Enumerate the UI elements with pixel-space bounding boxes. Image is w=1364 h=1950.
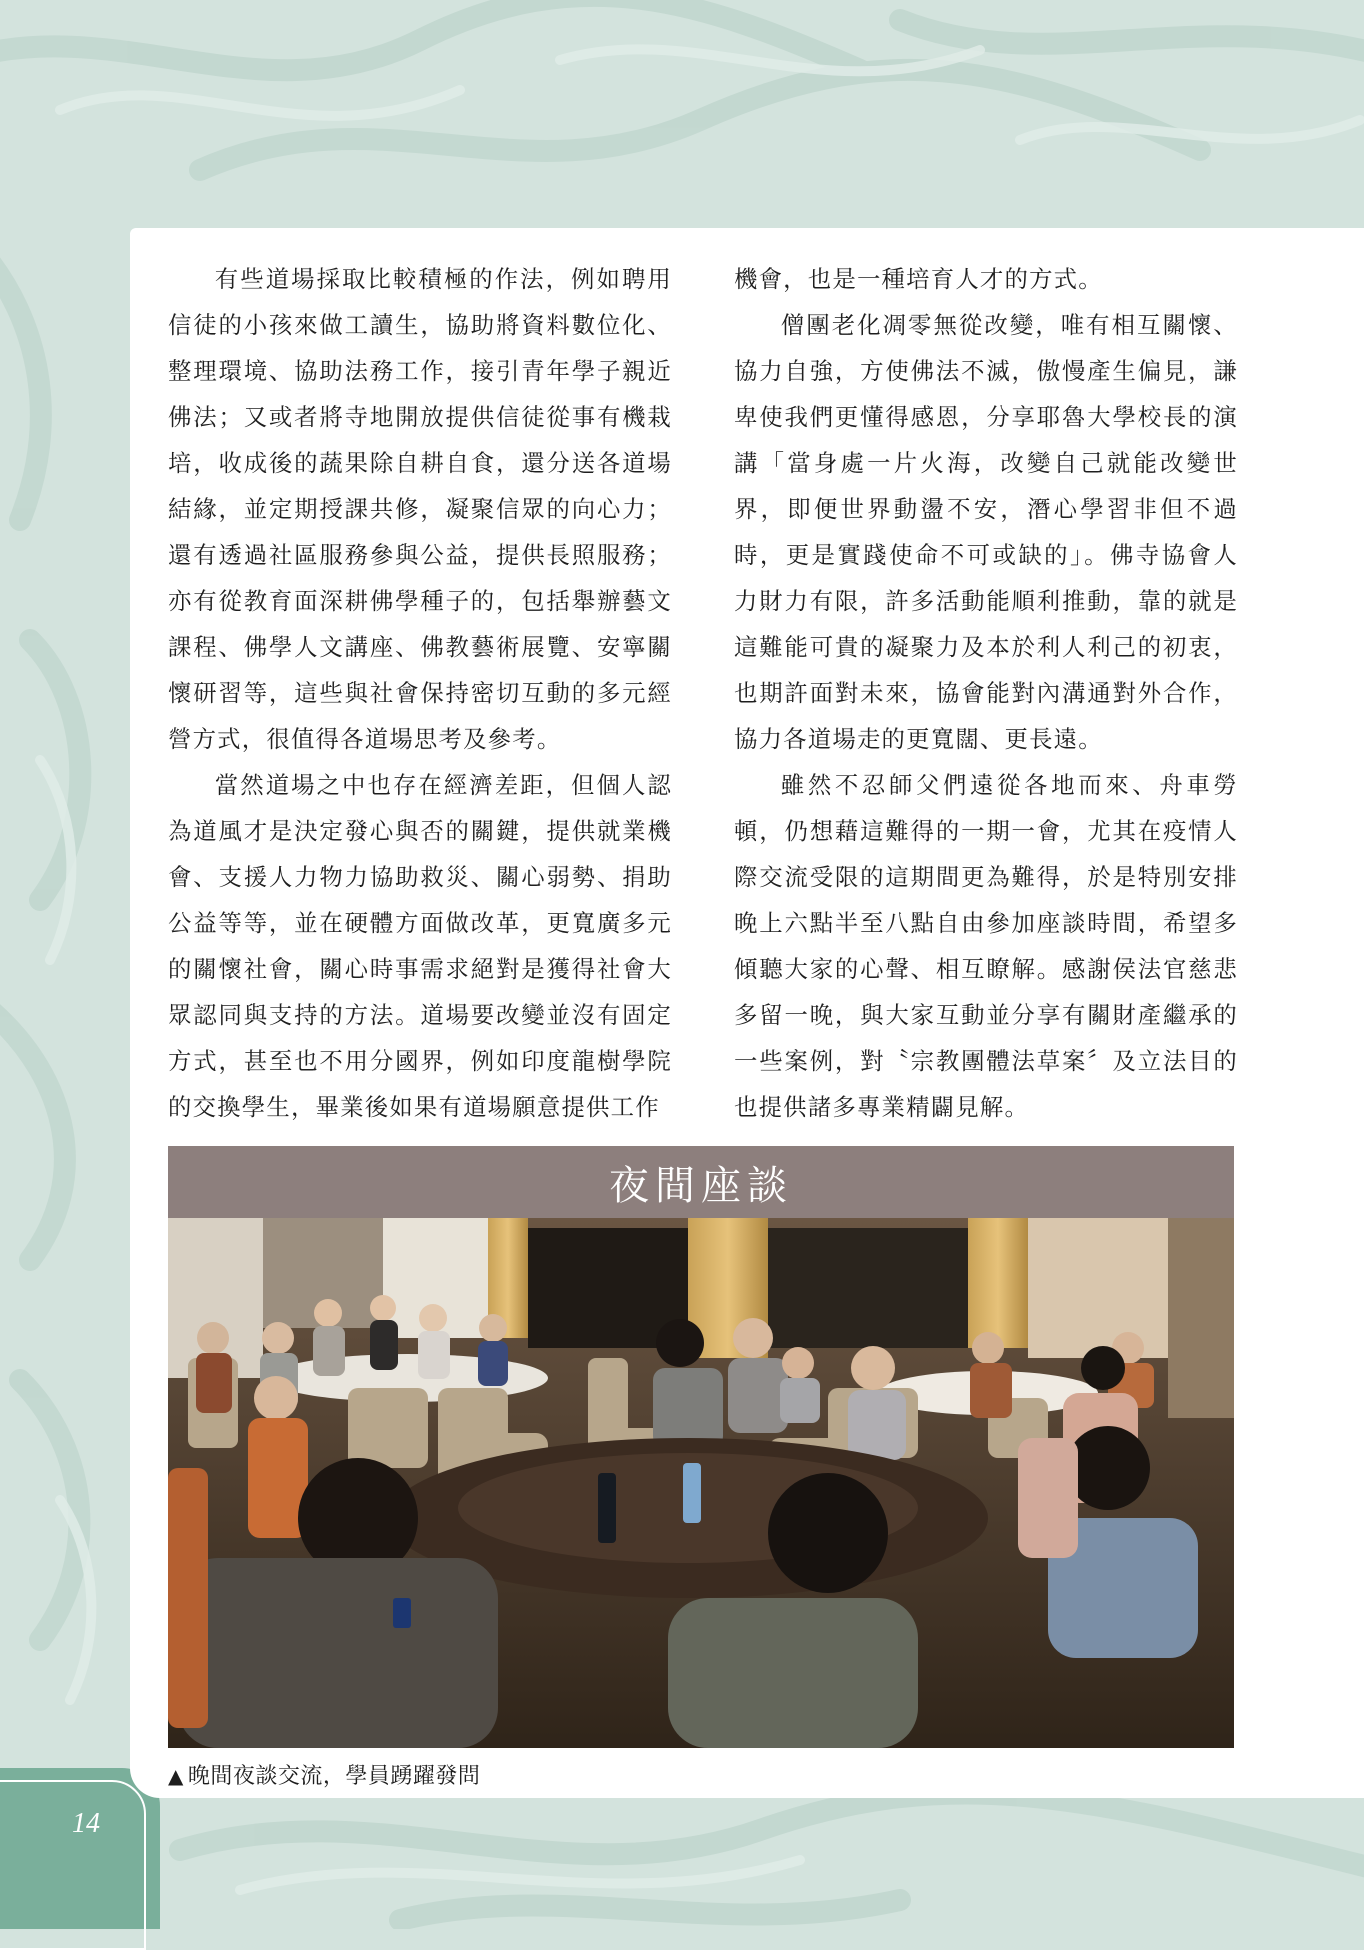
paragraph: 僧團老化凋零無從改變，唯有相互關懷、協力自強，方使佛法不滅，傲慢產生偏見，謙卑使我們更懂得感恩，分享耶魯大學校長的演講「當身處一片火海，改變自己就能改變世界，即便世界動盪不安，潛心學習非但不過時，更是實踐使命不可或缺的」。佛寺協會人力財力有限，許多活動能順利推動，靠的就是這難能可貴的凝聚力及本於利人利己的初衷，也期許面對未來，協會能對內溝通對外合作，協力各道場走的更寬闊、更長遠。 bbox=[734, 311, 1238, 753]
paragraph: 機會，也是一種培育人才的方式。 bbox=[734, 265, 1103, 293]
caption-text: 晚間夜談交流，學員踴躍發問 bbox=[187, 1764, 481, 1789]
photo-caption bbox=[168, 1759, 480, 1790]
article-right-column bbox=[734, 256, 1238, 1130]
paragraph: 有些道場採取比較積極的作法，例如聘用信徒的小孩來做工讀生，協助將資料數位化、整理環境、協助法務工作，接引青年學子親近佛法；又或者將寺地開放提供信徒從事有機栽培，收成後的蔬果除自耕自食，還分送各道場結緣，並定期授課共修，凝聚信眾的向心力；還有透過社區服務參與公益，提供長照服務；亦有從教育面深耕佛學種子的，包括舉辦藝文課程、佛學人文講座、佛教藝術展覽、安寧關懷研習等，這些與社會保持密切互動的多元經營方式，很值得各道場思考及參考。 bbox=[168, 265, 672, 753]
paragraph: 當然道場之中也存在經濟差距，但個人認為道風才是決定發心與否的關鍵，提供就業機會、支援人力物力協助救災、關心弱勢、捐助公益等等，並在硬體方面做改革，更寬廣多元的關懷社會，關心時事需求絕對是獲得社會大眾認同與支持的方法。道場要改變並沒有固定方式，甚至也不用分國界，例如印度龍樹學院的交換學生，畢業後如果有道場願意提供工作 bbox=[168, 771, 672, 1121]
caption-triangle-marker: ▲ bbox=[168, 1764, 184, 1788]
figure-banner-title: 夜間座談 bbox=[168, 1146, 1234, 1218]
page-tab-outline bbox=[0, 1780, 146, 1950]
meeting-photo bbox=[168, 1218, 1234, 1748]
paragraph: 雖然不忍師父們遠從各地而來、舟車勞頓，仍想藉這難得的一期一會，尤其在疫情人際交流受限的這期間更為難得，於是特別安排晚上六點半至八點自由參加座談時間，希望多傾聽大家的心聲、相互瞭解。感謝侯法官慈悲多留一晚，與大家互動並分享有關財產繼承的一些案例，對〝宗教團體法草案〞及立法目的也提供諸多專業精闢見解。 bbox=[734, 771, 1238, 1121]
page-number: 14 bbox=[72, 1808, 100, 1839]
article-left-column bbox=[168, 256, 672, 1130]
